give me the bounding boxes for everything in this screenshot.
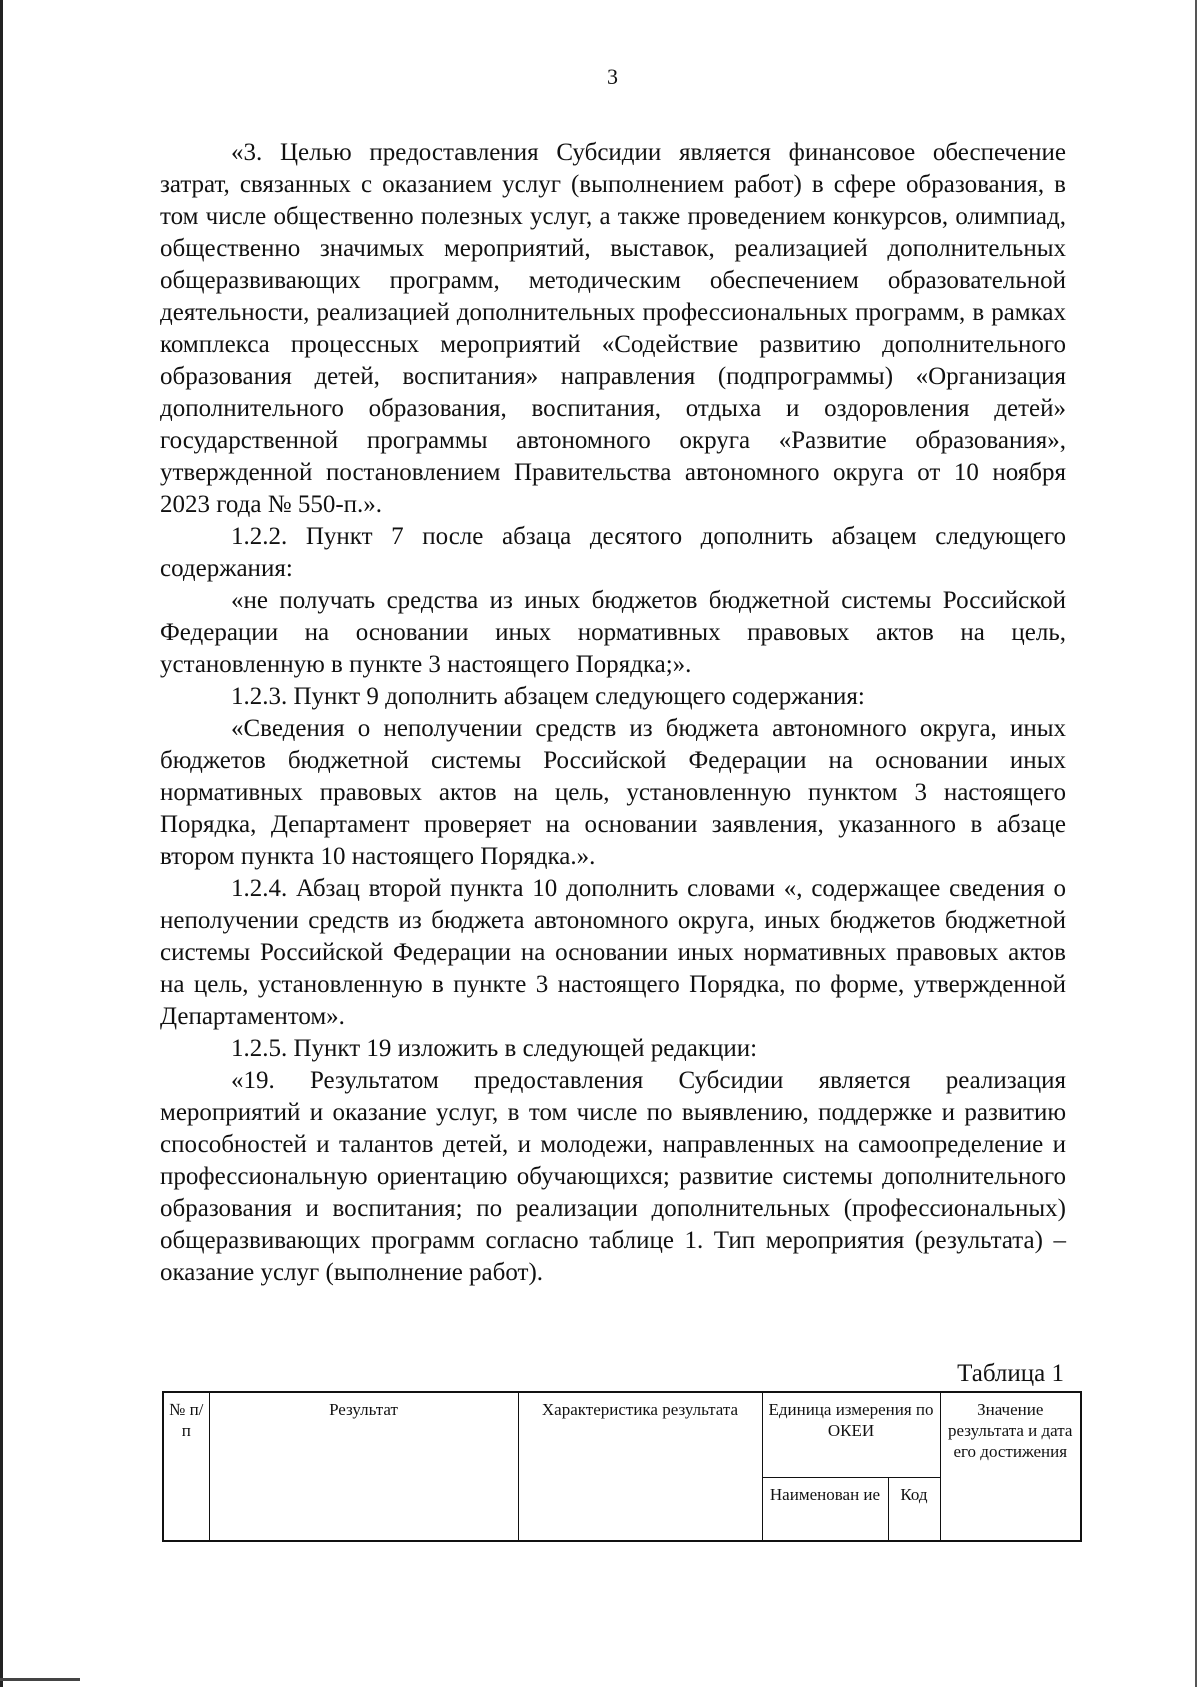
scan-left-border: [0, 0, 3, 1687]
header-number: № п/п: [163, 1392, 209, 1541]
header-unit: Единица измерения по ОКЕИ: [762, 1392, 940, 1478]
header-unit-name: Наименован ие: [762, 1478, 888, 1542]
paragraph-3: «не получать средства из иных бюджетов бюджетной системы Российской Федерации на основании иных нормативных правовых актов на цель, установленную в пункте 3 настоящего Порядка;».: [160, 587, 1066, 678]
scan-bottom-mark: [0, 1678, 80, 1681]
header-characteristic: Характеристика результата: [518, 1392, 762, 1541]
paragraph-5: «Сведения о неполучении средств из бюджета автономного округа, иных бюджетов бюджетной системы Российской Федерации на основании иных нормативных правовых актов на цель, установленную пунктом 3 настоящего Порядка, Департамент проверяет на основании заявления, указанного в абзаце втором пункта 10 настоящего Порядка.».: [160, 715, 1066, 870]
paragraph-1: «3. Целью предоставления Субсидии является финансовое обеспечение затрат, связанных с оказанием услуг (выполнением работ) в сфере образования, в том числе общественно полезных услуг, а также проведением конкурсов, олимпиад, общественно значимых мероприятий, выставок, реализацией дополнительных общеразвивающих программ, методическим обеспечением образовательной деятельности, реализацией дополнительных профессиональных программ, в рамках комплекса процессных мероприятий «Содействие развитию дополнительного образования детей, воспитания» направления (подпрограммы) «Организация дополнительного образования, воспитания, отдыха и оздоровления детей» государственной программы автономного округа «Развитие образования», утвержденной постановлением Правительства автономного округа от 10 ноября 2023 года № 550-п.».: [160, 139, 1066, 518]
paragraph-8: «19. Результатом предоставления Субсидии является реализация мероприятий и оказание услуг, в том числе по выявлению, поддержке и развитию способностей и талантов детей, и молодежи, направленных на самоопределение и профессиональную ориентацию обучающихся; развитие системы дополнительного образования и воспитания; по реализации дополнительных (профессиональных) общеразвивающих программ согласно таблице 1. Тип мероприятия (результата) – оказание услуг (выполнение работ).: [160, 1067, 1066, 1286]
table-caption: Таблица 1: [957, 1360, 1064, 1387]
header-unit-code: Код: [888, 1478, 940, 1542]
results-table: [162, 1391, 1082, 1542]
header-result: Результат: [209, 1392, 518, 1541]
paragraph-2: 1.2.2. Пункт 7 после абзаца десятого дополнить абзацем следующего содержания:: [160, 523, 1066, 582]
paragraph-4: 1.2.3. Пункт 9 дополнить абзацем следующего содержания:: [231, 683, 865, 710]
paragraph-7: 1.2.5. Пункт 19 изложить в следующей редакции:: [231, 1035, 758, 1062]
table-header-row: [163, 1392, 1081, 1478]
header-value: Значение результата и дата его достижения: [940, 1392, 1081, 1541]
page-number: 3: [607, 64, 618, 89]
scan-right-border: [1195, 0, 1197, 1687]
paragraph-6: 1.2.4. Абзац второй пункта 10 дополнить словами «, содержащее сведения о неполучении средств из бюджета автономного округа, иных бюджетов бюджетной системы Российской Федерации на основании иных нормативных правовых актов на цель, установленную в пункте 3 настоящего Порядка, по форме, утвержденной Департаментом».: [160, 875, 1066, 1030]
document-body: [160, 137, 1066, 1289]
